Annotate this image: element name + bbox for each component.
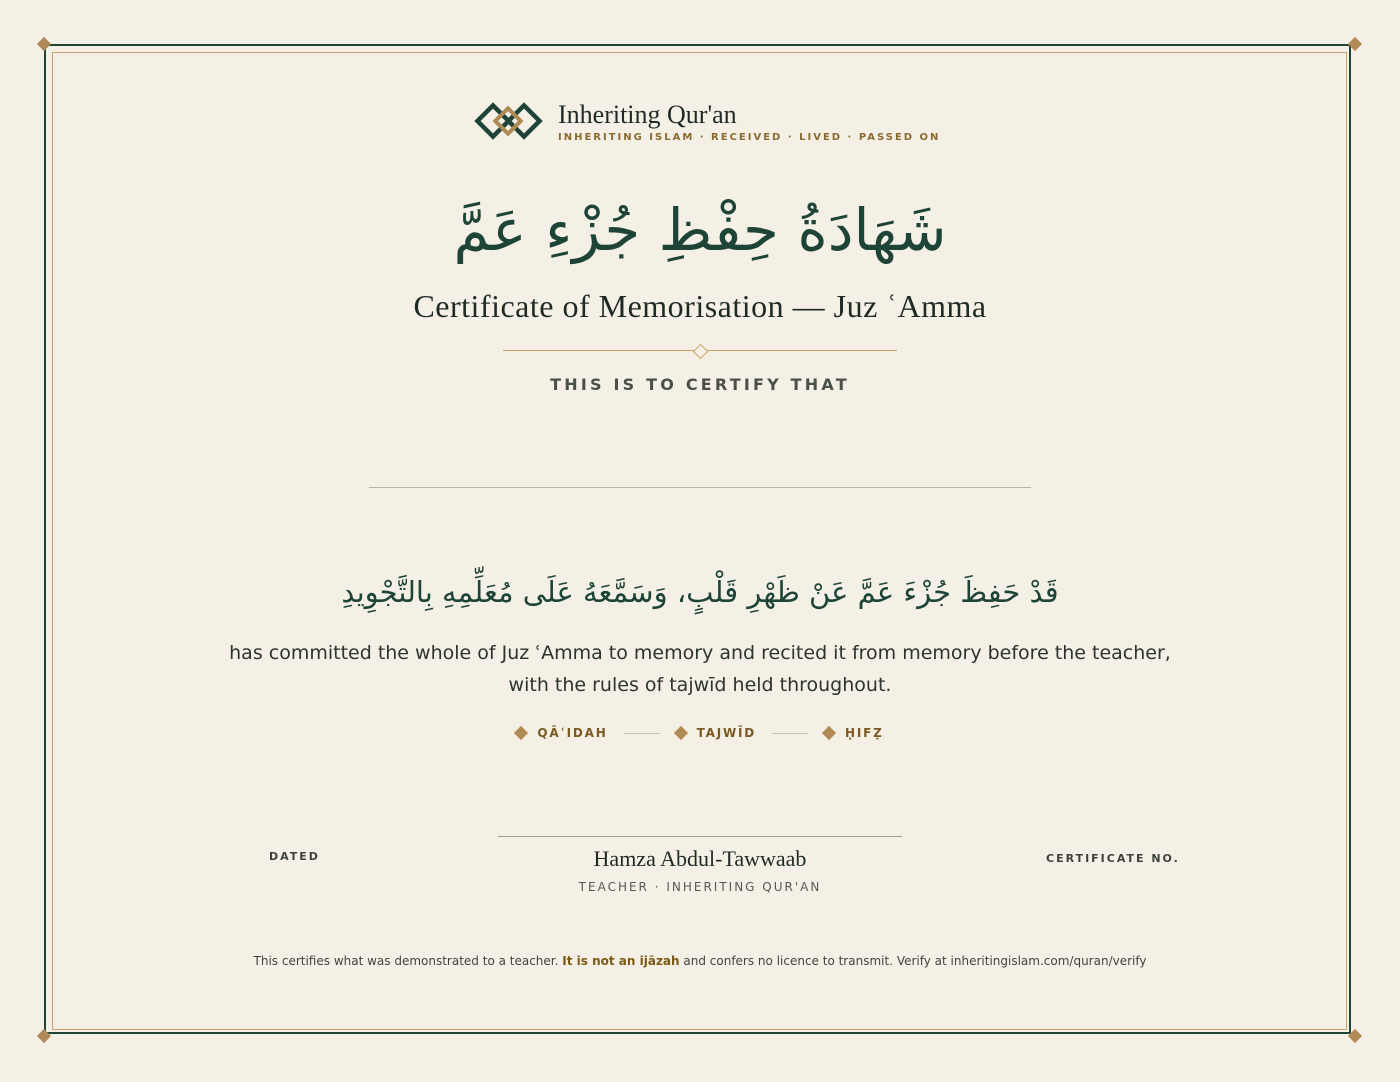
- stage-tajwid: [676, 726, 756, 740]
- stage-separator: [772, 733, 808, 734]
- stage-label: QĀʿIDAH: [537, 726, 608, 740]
- dated-label: DATED: [269, 850, 320, 863]
- disclaimer: [0, 954, 1400, 968]
- brand-tagline: INHERITING ISLAM · RECEIVED · LIVED · PASSED ON: [558, 132, 941, 143]
- disclaimer-text-post: and confers no licence to transmit. Verify at inheritingislam.com/quran/verify: [683, 954, 1147, 968]
- stage-qaidah: [516, 726, 607, 740]
- brand-name: Inheriting Qur'an: [558, 100, 737, 129]
- signature-line: [498, 836, 902, 837]
- teacher-role: TEACHER · INHERITING QUR'AN: [578, 880, 822, 894]
- diamond-icon: [514, 726, 528, 740]
- brand-header: [474, 100, 940, 143]
- recipient-name-line: [369, 487, 1031, 488]
- stage-label: ḤIFẒ: [845, 726, 884, 740]
- certificate-title-english: Certificate of Memorisation — Juz ʿAmma: [413, 288, 987, 324]
- disclaimer-emphasis: It is not an ijāzah: [562, 954, 680, 968]
- stage-separator: [624, 733, 660, 734]
- diamond-icon: [822, 726, 836, 740]
- certificate-title-arabic: شَهَادَةُ حِفْظِ جُزْءِ عَمَّ: [453, 196, 947, 264]
- certificate-number-label: CERTIFICATE NO.: [1046, 852, 1180, 865]
- teacher-name: Hamza Abdul-Tawwaab: [593, 846, 807, 871]
- certification-text-english: has committed the whole of Juz ʿAmma to memory and recited it from memory before the teacher, with the rules of tajwīd held throughout.: [229, 642, 1171, 696]
- disclaimer-text-pre: This certifies what was demonstrated to a teacher.: [253, 954, 559, 968]
- diamond-icon: [674, 726, 688, 740]
- certification-text-arabic: قَدْ حَفِظَ جُزْءَ عَمَّ عَنْ ظَهْرِ قَلْبٍ، وَسَمَّعَهُ عَلَى مُعَلِّمِهِ بِالتَّجْوِيدِ: [341, 575, 1059, 609]
- stage-label: TAJWĪD: [696, 726, 757, 740]
- certify-intro: THIS IS TO CERTIFY THAT: [550, 375, 850, 394]
- stage-hifz: [824, 726, 884, 740]
- interlocking-diamonds-icon: [474, 102, 546, 142]
- stages-row: [0, 726, 1400, 740]
